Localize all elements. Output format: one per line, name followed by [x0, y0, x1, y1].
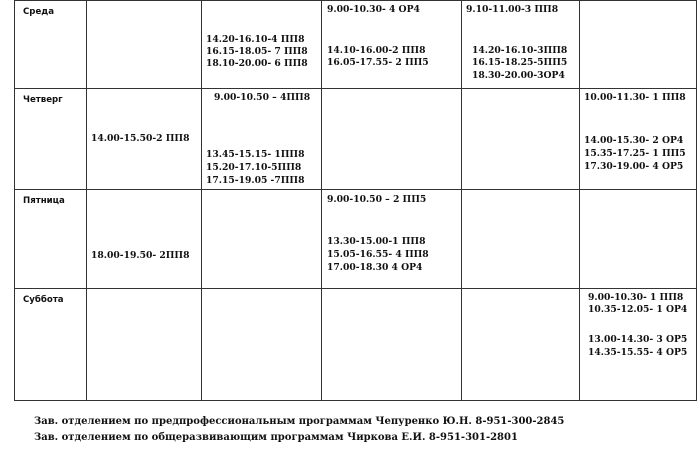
day-cell — [15, 89, 87, 190]
schedule-entry: 15.05-16.55- 4 ПП8 — [327, 249, 429, 260]
schedule-table — [14, 0, 697, 401]
schedule-entry: 14.20-16.10-3ПП8 — [472, 45, 568, 56]
schedule-cell — [462, 289, 580, 401]
schedule-entry: 14.00-15.50-2 ПП8 — [91, 133, 190, 144]
schedule-entry: 16.15-18.25-5ПП5 — [472, 57, 568, 68]
schedule-cell — [87, 289, 202, 401]
schedule-entry: 9.00-10.30- 1 ПП8 — [588, 292, 684, 303]
schedule-cell — [322, 289, 462, 401]
schedule-entry: 10.35-12.05- 1 ОР4 — [588, 304, 688, 315]
row-saturday — [15, 289, 697, 401]
schedule-entry: 9.00-10.50 – 2 ПП5 — [327, 194, 427, 205]
schedule-cell — [202, 89, 322, 190]
schedule-cell — [462, 190, 580, 289]
schedule-entry: 10.00-11.30- 1 ПП8 — [584, 92, 686, 103]
row-wednesday — [15, 1, 697, 89]
schedule-entry: 14.35-15.55- 4 ОР5 — [588, 347, 688, 358]
schedule-entry: 17.15-19.05 -7ПП8 — [206, 175, 305, 186]
schedule-entry: 13.45-15.15- 1ПП8 — [206, 149, 305, 160]
schedule-cell — [580, 89, 697, 190]
schedule-entry: 18.00-19.50- 2ПП8 — [91, 250, 190, 261]
schedule-cell — [322, 1, 462, 89]
schedule-cell — [322, 89, 462, 190]
schedule-cell — [322, 190, 462, 289]
schedule-cell — [580, 289, 697, 401]
schedule-entry: 15.20-17.10-5ПП8 — [206, 162, 302, 173]
schedule-cell — [580, 190, 697, 289]
schedule-cell — [87, 1, 202, 89]
schedule-entry: 18.30-20.00-3ОР4 — [472, 70, 565, 81]
day-cell — [15, 190, 87, 289]
day-cell — [15, 289, 87, 401]
day-label: Четверг — [23, 95, 63, 105]
schedule-entry: 16.15-18.05- 7 ПП8 — [206, 46, 308, 57]
schedule-entry: 9.10-11.00-3 ПП8 — [466, 4, 559, 15]
schedule-cell — [202, 1, 322, 89]
schedule-entry: 9.00-10.50 – 4ПП8 — [214, 92, 311, 103]
schedule-cell — [202, 190, 322, 289]
schedule-entry: 9.00-10.30- 4 ОР4 — [327, 4, 420, 15]
schedule-entry: 13.30-15.00-1 ПП8 — [327, 236, 426, 247]
schedule-entry: 17.00-18.30 4 ОР4 — [327, 262, 423, 273]
schedule-entry: 18.10-20.00- 6 ПП8 — [206, 58, 308, 69]
schedule-entry: 14.00-15.30- 2 ОР4 — [584, 135, 684, 146]
schedule-entry: 14.10-16.00-2 ПП8 — [327, 45, 426, 56]
footer-contact-preprofessional: Зав. отделением по предпрофессиональным программам Чепуренко Ю.Н. 8-951-300-2845 — [34, 416, 565, 427]
day-label: Суббота — [23, 295, 64, 305]
row-thursday — [15, 89, 697, 190]
day-label: Пятница — [23, 196, 65, 206]
schedule-cell — [462, 1, 580, 89]
schedule-cell — [462, 89, 580, 190]
schedule-cell — [580, 1, 697, 89]
schedule-entry: 15.35-17.25- 1 ПП5 — [584, 148, 686, 159]
footer-contact-general: Зав. отделением по общеразвивающим программам Чиркова Е.И. 8-951-301-2801 — [34, 432, 518, 443]
schedule-entry: 14.20-16.10-4 ПП8 — [206, 34, 305, 45]
day-cell — [15, 1, 87, 89]
schedule-cell — [202, 289, 322, 401]
schedule-cell — [87, 190, 202, 289]
schedule-entry: 13.00-14.30- 3 ОР5 — [588, 334, 688, 345]
schedule-cell — [87, 89, 202, 190]
row-friday — [15, 190, 697, 289]
schedule-entry: 17.30-19.00- 4 ОР5 — [584, 161, 684, 172]
day-label: Среда — [23, 7, 55, 17]
schedule-entry: 16.05-17.55- 2 ПП5 — [327, 57, 429, 68]
